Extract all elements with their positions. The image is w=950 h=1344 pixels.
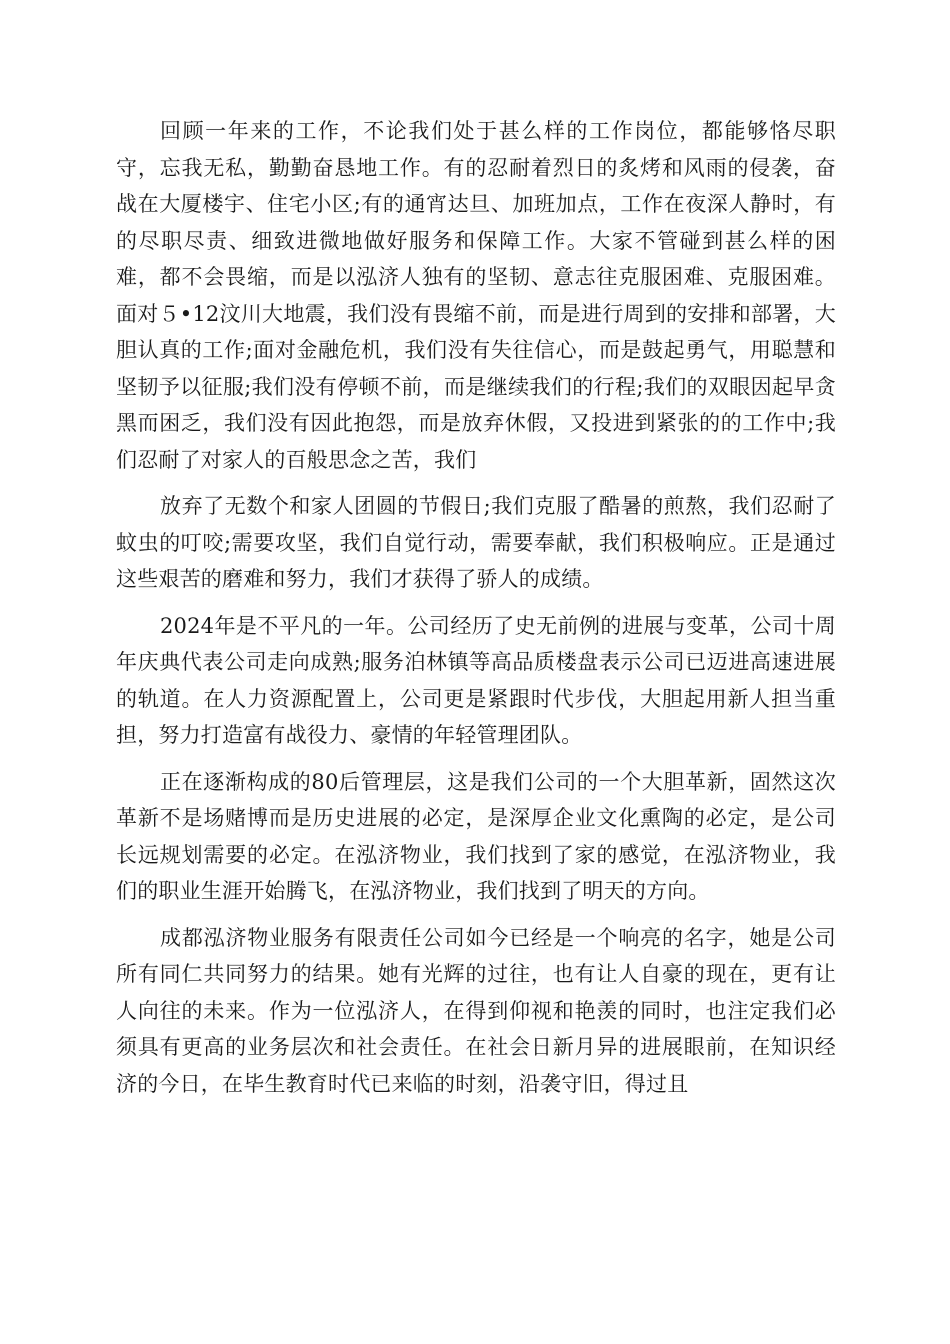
document-body — [116, 113, 836, 1112]
paragraph-2: 放弃了无数个和家人团圆的节假日;我们克服了酷暑的煎熬，我们忍耐了蚊虫的叮咬;需要攻坚，我们自觉行动，需要奉献，我们积极响应。正是通过这些艰苦的磨难和努力，我们才获得了骄人的成绩。 — [116, 494, 836, 591]
paragraph-4: 正在逐渐构成的80后管理层，这是我们公司的一个大胆革新，固然这次革新不是场赌博而是历史进展的必定，是深厚企业文化熏陶的必定，是公司长远规划需要的必定。在泓济物业，我们找到了家的感觉，在泓济物业，我们的职业生涯开始腾飞，在泓济物业，我们找到了明天的方向。 — [116, 769, 836, 903]
paragraph-3: 2024年是不平凡的一年。公司经历了史无前例的进展与变革，公司十周年庆典代表公司走向成熟;服务泊林镇等高品质楼盘表示公司已迈进高速进展的轨道。在人力资源配置上，公司更是紧跟时代步伐，大胆起用新人担当重担，努力打造富有战役力、豪情的年轻管理团队。 — [116, 613, 836, 747]
paragraph-1: 回顾一年来的工作，不论我们处于甚么样的工作岗位，都能够恪尽职守，忘我无私，勤勤奋恳地工作。有的忍耐着烈日的炙烤和风雨的侵袭，奋战在大厦楼宇、住宅小区;有的通宵达旦、加班加点，工作在夜深人静时，有的尽职尽责、细致进微地做好服务和保障工作。大家不管碰到甚么样的困难，都不会畏缩，而是以泓济人独有的坚韧、意志往克服困难、克服困难。面对５•12汶川大地震，我们没有畏缩不前，而是进行周到的安排和部署，大胆认真的工作;面对金融危机，我们没有失往信心，而是鼓起勇气，用聪慧和坚韧予以征服;我们没有停顿不前，而是继续我们的行程;我们的双眼因起早贪黑而困乏，我们没有因此抱怨，而是放弃休假，又投进到紧张的的工作中;我们忍耐了对家人的百般思念之苦，我们 — [116, 119, 836, 472]
paragraph-5: 成都泓济物业服务有限责任公司如今已经是一个响亮的名字，她是公司所有同仁共同努力的结果。她有光辉的过往，也有让人自豪的现在，更有让人向往的未来。作为一位泓济人，在得到仰视和艳羡的同时，也注定我们必须具有更高的业务层次和社会责任。在社会日新月异的进展眼前，在知识经济的今日，在毕生教育时代已来临的时刻，沿袭守旧，得过且 — [116, 925, 836, 1096]
